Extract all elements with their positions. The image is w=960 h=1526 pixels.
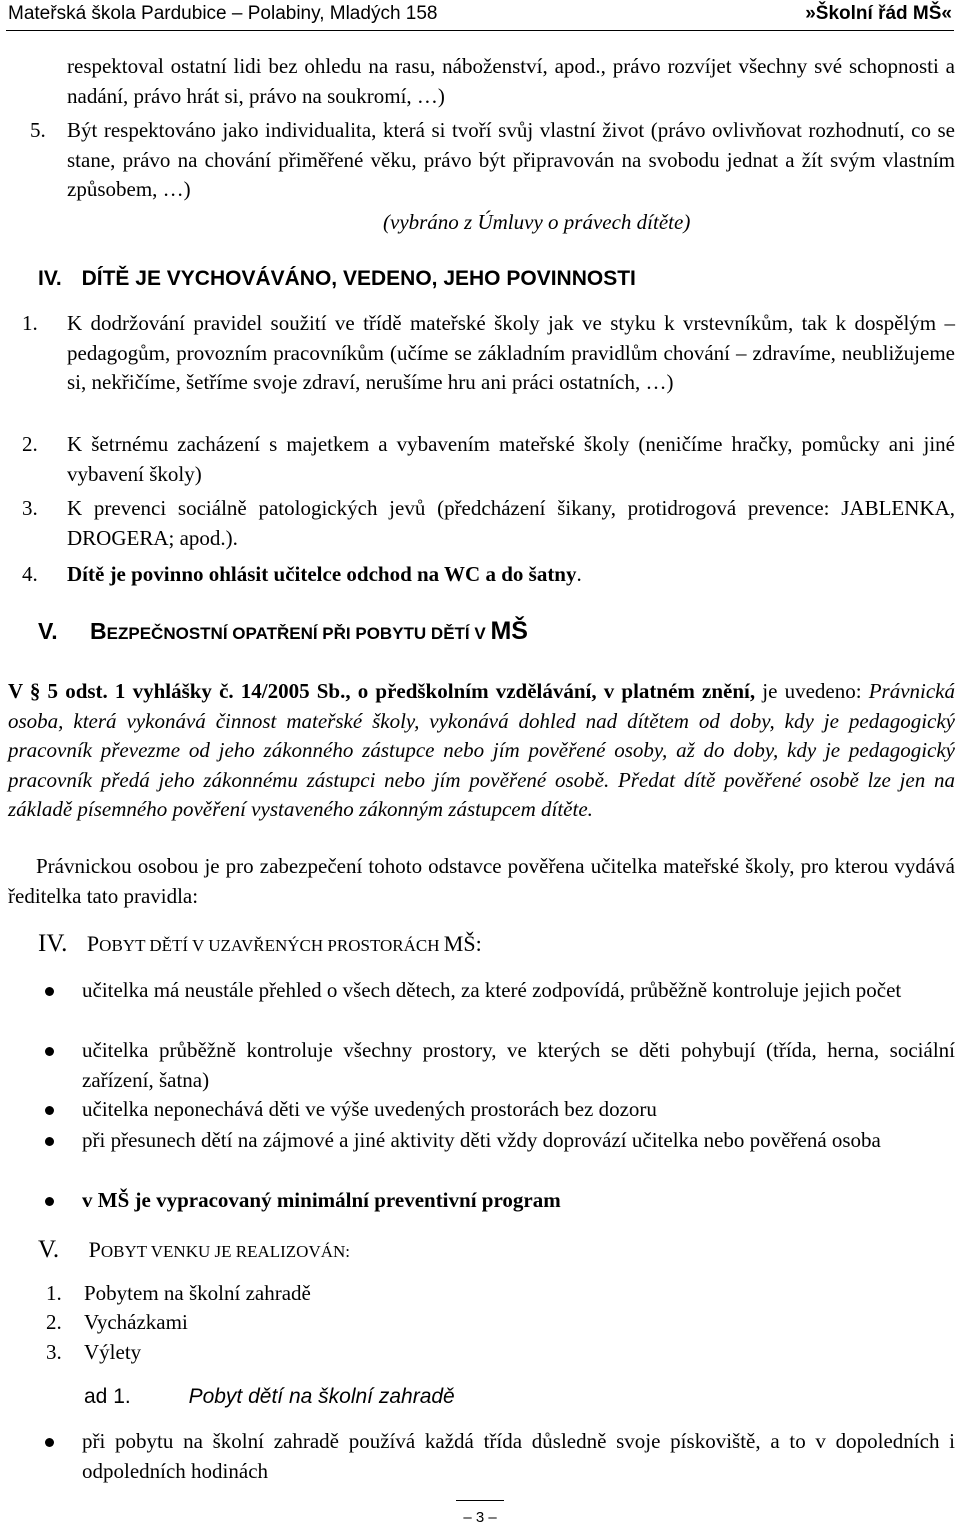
duty-item-4 (67, 560, 955, 590)
indoor-rule-1: učitelka má neustále přehled o všech dětech, za které zodpovídá, průběžně kontroluje jejich počet (82, 978, 902, 1002)
outdoor-number-1: 1. (46, 1281, 62, 1305)
footer-rule (456, 1500, 504, 1501)
garden-subheading-title: Pobyt dětí na školní zahradě (188, 1385, 455, 1408)
outdoor-number-3: 3. (46, 1340, 62, 1364)
duty-item-2: K šetrnému zacházení s majetkem a vybavením mateřské školy (neničíme hračky, pomůcky ani jiné vybavení školy) (67, 432, 955, 486)
duty-number-3: 3. (22, 496, 38, 520)
indoor-stay-title-ms: MŠ: (443, 931, 482, 956)
indoor-stay-heading (38, 930, 482, 958)
legal-reference: V § 5 odst. 1 vyhlášky č. 14/2005 Sb., o předškolním vzdělávání, v platném znění, (8, 679, 756, 703)
outdoor-stay-title-rest: OBYT VENKU JE REALIZOVÁN: (100, 1242, 351, 1261)
bullet-dot (45, 1106, 54, 1115)
duty-item-3: K prevenci sociálně patologických jevů (předcházení šikany, protidrogová prevence: JABLENKA, DROGERA; apod.). (67, 496, 955, 550)
outdoor-item-2: Vycházkami (84, 1310, 188, 1334)
section-iv-heading (38, 267, 636, 291)
indoor-stay-number: IV. (38, 930, 68, 957)
duty-number-4: 4. (22, 562, 38, 586)
garden-subheading-number: ad 1. (84, 1385, 131, 1408)
section-iv-title: DÍTĚ JE VYCHOVÁVÁNO, VEDENO, JEHO POVINNOSTI (81, 267, 636, 290)
duty-number-2: 2. (22, 432, 38, 456)
indoor-rule-5: v MŠ je vypracovaný minimální preventivní program (82, 1188, 561, 1212)
section-v-heading (38, 617, 528, 646)
rights-item-5: Být respektováno jako individualita, která si tvoří svůj vlastní život (právo ovlivňovat rozhodnutí, co se stane, právo na chování přiměřené věku, právo být připravován na svobodu jednat a žít svým vlastním způsobem, …) (67, 118, 955, 201)
section-v-title-ms: MŠ (490, 617, 528, 645)
page-number-value: 3 (475, 1509, 485, 1526)
indoor-stay-title-initial: P (86, 931, 100, 956)
section-iv-number: IV. (38, 267, 62, 290)
header-school-name: Mateřská škola Pardubice – Polabiny, Mladých 158 (8, 3, 438, 24)
header-document-title: »Školní řád MŠ« (805, 3, 952, 24)
section-v-number: V. (38, 618, 58, 644)
garden-rule-1: při pobytu na školní zahradě používá každá třída důsledně svoje pískoviště, a to v dopoledních i odpoledních hodinách (82, 1429, 955, 1483)
indoor-rule-4: při přesunech dětí na zájmové a jiné aktivity děti vždy doprovází učitelka nebo pověřená osoba (82, 1128, 881, 1152)
outdoor-item-1: Pobytem na školní zahradě (84, 1281, 311, 1305)
bullet-dot (45, 1197, 54, 1206)
section-v-title-initial: B (90, 618, 107, 644)
outdoor-stay-title (89, 1237, 350, 1262)
indoor-stay-title-rest: OBYT DĚTÍ V UZAVŘENÝCH PROSTORÁCH (99, 936, 444, 955)
duty-number-1: 1. (22, 311, 38, 335)
rights-source-note: (vybráno z Úmluvy o právech dítěte) (383, 210, 691, 234)
duty-item-4-tail: . (576, 562, 582, 586)
garden-subheading (84, 1385, 455, 1409)
outdoor-number-2: 2. (46, 1310, 62, 1334)
indoor-rule-3: učitelka neponechává děti ve výše uvedených prostorách bez dozoru (82, 1097, 657, 1121)
outdoor-stay-number: V. (38, 1236, 60, 1263)
page-number: – 3 – (463, 1509, 497, 1526)
legal-quote-paragraph (8, 677, 955, 825)
indoor-rule-2: učitelka průběžně kontroluje všechny prostory, ve kterých se děti pohybují (třída, herna, sociální zařízení, šatna) (82, 1038, 955, 1092)
outdoor-stay-title-initial: P (88, 1237, 101, 1262)
outdoor-stay-heading (38, 1236, 350, 1264)
duty-item-4-bold: Dítě je povinno ohlásit učitelce odchod na WC a do šatny (67, 562, 577, 586)
bullet-dot (45, 1047, 54, 1056)
outdoor-item-3: Výlety (84, 1340, 142, 1364)
page-header (6, 0, 954, 31)
duty-item-1: K dodržování pravidel soužití ve třídě mateřské školy jak ve styku k vrstevníkům, tak k dospělým – pedagogům, provozním pracovníkům (učíme se základním pravidlům chování – zdravíme, neubližujeme si, nekřičíme, šetříme svoje zdraví, nerušíme hru ani práci ostatních, …) (67, 311, 955, 394)
section-v-title (90, 618, 528, 644)
legal-intro: je uvedeno: (755, 679, 869, 703)
section-v-title-rest: EZPEČNOSTNÍ OPATŘENÍ PŘI POBYTU DĚTÍ V (106, 624, 491, 643)
bullet-dot (45, 1438, 54, 1447)
indoor-stay-title (87, 931, 482, 956)
delegation-paragraph: Právnickou osobou je pro zabezpečení tohoto odstavce pověřena učitelka mateřské školy, pro kterou vydává ředitelka tato pravidla: (8, 854, 955, 908)
bullet-dot (45, 987, 54, 996)
rights-item-4-continued: respektoval ostatní lidi bez ohledu na rasu, náboženství, apod., právo rozvíjet všechny své schopnosti a nadání, právo hrát si, právo na soukromí, …) (67, 54, 955, 108)
legal-quote: Právnická osoba, která vykonává činnost mateřské školy, vykonává dohled nad dítětem od doby, kdy je pedagogický pracovník převezme od jeho zákonného zástupce nebo jím pověřené osoby, až do doby, kdy je pedagogický pracovník předá jeho zákonnému zástupci nebo jím pověřené osobě. Předat dítě pověřené osobě lze jen na základě písemného pověření vystaveného zákonným zástupcem dítěte. (8, 679, 955, 821)
bullet-dot (45, 1137, 54, 1146)
rights-item-5-number: 5. (30, 118, 46, 142)
